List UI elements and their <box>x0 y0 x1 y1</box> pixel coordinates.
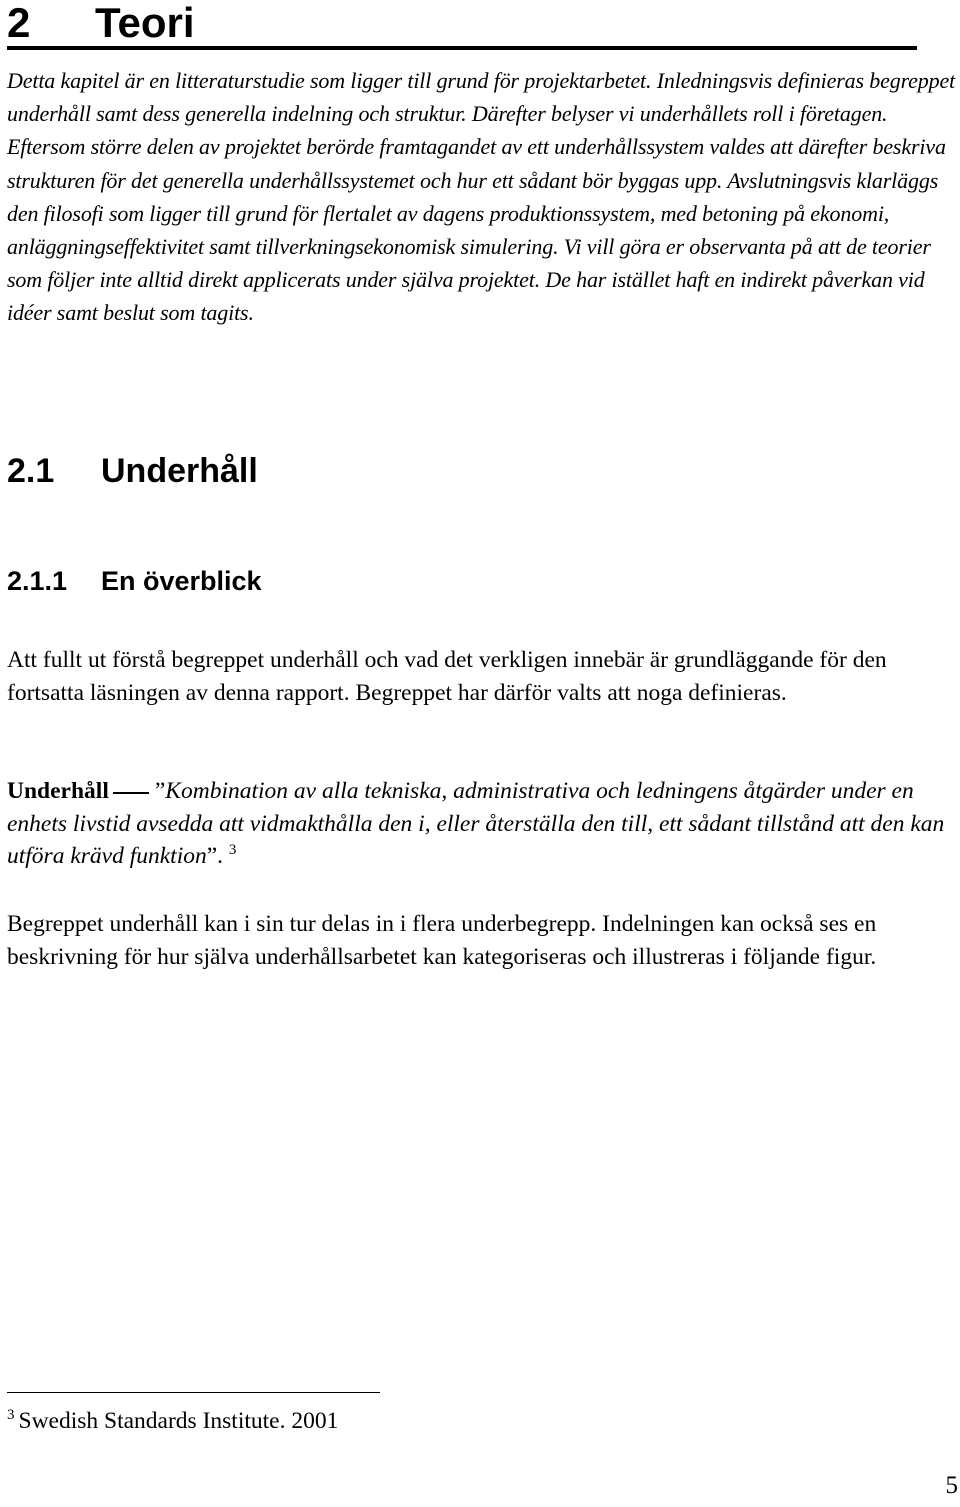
subsection-number: 2.1.1 <box>7 566 68 596</box>
section-heading <box>7 450 258 492</box>
definition-dash <box>113 792 149 794</box>
footnote-reference[interactable]: 3 <box>228 842 237 858</box>
subsection-heading <box>7 563 262 599</box>
page-number: 5 <box>945 1472 958 1499</box>
definition-open-quote: ” <box>154 778 166 804</box>
footnote <box>7 1405 338 1437</box>
chapter-number: 2 <box>7 0 31 46</box>
paragraph-overview: Att fullt ut förstå begreppet underhåll och vad det verkligen innebär är grundläggande för den fortsatta läsningen av denna rapport. Begreppet har därför valts att noga definieras. <box>7 647 887 706</box>
section-number: 2.1 <box>7 452 55 490</box>
chapter-title: Teori <box>95 0 195 46</box>
section-title: Underhåll <box>101 452 258 490</box>
footnote-number: 3 <box>7 1407 15 1423</box>
definition-block <box>7 775 960 873</box>
subsection-title: En överblick <box>101 566 262 596</box>
footnote-text: Swedish Standards Institute. 2001 <box>18 1408 339 1434</box>
footnote-divider <box>7 1392 380 1393</box>
definition-close-quote: ” <box>206 843 218 869</box>
definition-end: . <box>217 843 224 869</box>
definition-text: Kombination av alla tekniska, administrativa och ledningens åtgärder under en enhets livstid avsedda att vidmakthålla den i, eller återställa den till, ett sådant tillstånd att den kan utföra krävd funktion <box>7 778 945 869</box>
paragraph-subconcepts: Begreppet underhåll kan i sin tur delas in i flera underbegrepp. Indelningen kan också ses en beskrivning för hur själva underhållsarbetet kan kategoriseras och illustreras i följande figur. <box>7 911 877 970</box>
definition-term: Underhåll <box>7 778 109 804</box>
chapter-heading <box>7 0 917 50</box>
chapter-intro: Detta kapitel är en litteraturstudie som ligger till grund för projektarbetet. Inledningsvis definieras begreppet underhåll samt dess generella indelning och struktur. Därefter belyser vi underhållets roll i företagen. Eftersom större delen av projektet berörde framtagandet av ett underhållssystem valdes att därefter beskriva strukturen för det generella underhållssystemet och hur ett sådant bör byggas upp. Avslutningsvis klarläggs den filosofi som ligger till grund för flertalet av dagens produktionssystem, med betoning på ekonomi, anläggningseffektivitet samt tillverkningsekonomisk simulering. Vi vill göra er observanta på att de teorier som följer inte alltid direkt applicerats under själva projektet. De har istället haft en indirekt påverkan vid idéer samt beslut som tagits. <box>7 68 956 326</box>
